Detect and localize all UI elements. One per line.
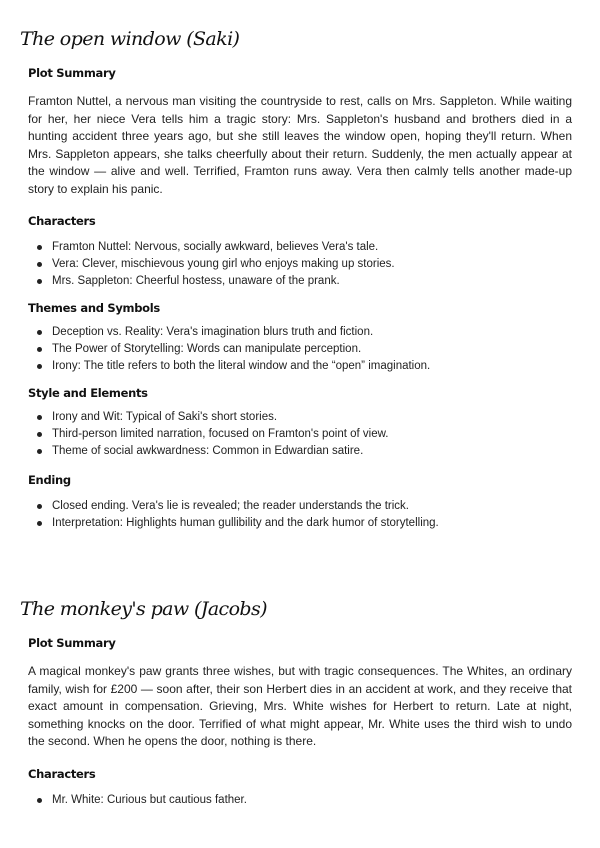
characters-list xyxy=(0,792,600,809)
plot-summary-heading: Plot Summary xyxy=(28,66,116,80)
characters-list xyxy=(0,239,600,290)
list-item: Third-person limited narration, focused on Framton's point of view. xyxy=(52,426,600,443)
plot-summary-text: Framton Nuttel, a nervous man visiting the countryside to rest, calls on Mrs. Sappleton. While waiting for her, her niece Vera tells him a tragic story: Mrs. Sappleton's husband and brothers died in a hunting accident three years ago, but she still leaves the window open, hoping they'll return. When Mrs. Sappleton appears, she talks cheerfully about their return. Suddenly, the men actually appear at the window — alive and well. Terrified, Framton runs away. Vera then calmly tells another made-up story to explain his panic. xyxy=(28,94,572,196)
list-item: Interpretation: Highlights human gullibility and the dark humor of storytelling. xyxy=(52,515,600,532)
list-item: Irony: The title refers to both the literal window and the “open” imagination. xyxy=(52,358,600,375)
ending-list xyxy=(0,498,600,532)
list-item: Deception vs. Reality: Vera's imagination blurs truth and fiction. xyxy=(52,324,600,341)
characters-heading: Characters xyxy=(28,766,96,781)
plot-summary-heading: Plot Summary xyxy=(28,636,116,650)
story-title: The monkey's paw (Jacobs) xyxy=(20,598,267,620)
list-item: Mr. White: Curious but cautious father. xyxy=(52,792,600,809)
style-list xyxy=(0,409,600,460)
list-item: Mrs. Sappleton: Cheerful hostess, unaware of the prank. xyxy=(52,273,600,290)
list-item: Vera: Clever, mischievous young girl who enjoys making up stories. xyxy=(52,256,600,273)
list-item: Irony and Wit: Typical of Saki's short stories. xyxy=(52,409,600,426)
themes-heading: Themes and Symbols xyxy=(28,301,160,315)
list-item: Theme of social awkwardness: Common in Edwardian satire. xyxy=(52,443,600,460)
list-item: Framton Nuttel: Nervous, socially awkward, believes Vera's tale. xyxy=(52,239,600,256)
characters-heading: Characters xyxy=(28,214,96,228)
style-heading: Style and Elements xyxy=(28,386,148,400)
list-item: The Power of Storytelling: Words can manipulate perception. xyxy=(52,341,600,358)
story-title: The open window (Saki) xyxy=(20,28,240,50)
ending-heading: Ending xyxy=(28,473,71,487)
plot-summary-text: A magical monkey's paw grants three wishes, but with tragic consequences. The Whites, an ordinary family, wish for £200 — soon after, their son Herbert dies in an accident at work, and they receive that exact amount in compensation. Grieving, Mrs. White wishes for Herbert to return. Late at night, something knocks on the door. Terrified of what might appear, Mr. White uses the third wish to undo the second. When he opens the door, nothing is there. xyxy=(28,664,572,748)
themes-list xyxy=(0,324,600,375)
story-the-open-window xyxy=(0,24,600,532)
story-the-monkeys-paw xyxy=(0,594,600,809)
list-item: Closed ending. Vera's lie is revealed; the reader understands the trick. xyxy=(52,498,600,515)
